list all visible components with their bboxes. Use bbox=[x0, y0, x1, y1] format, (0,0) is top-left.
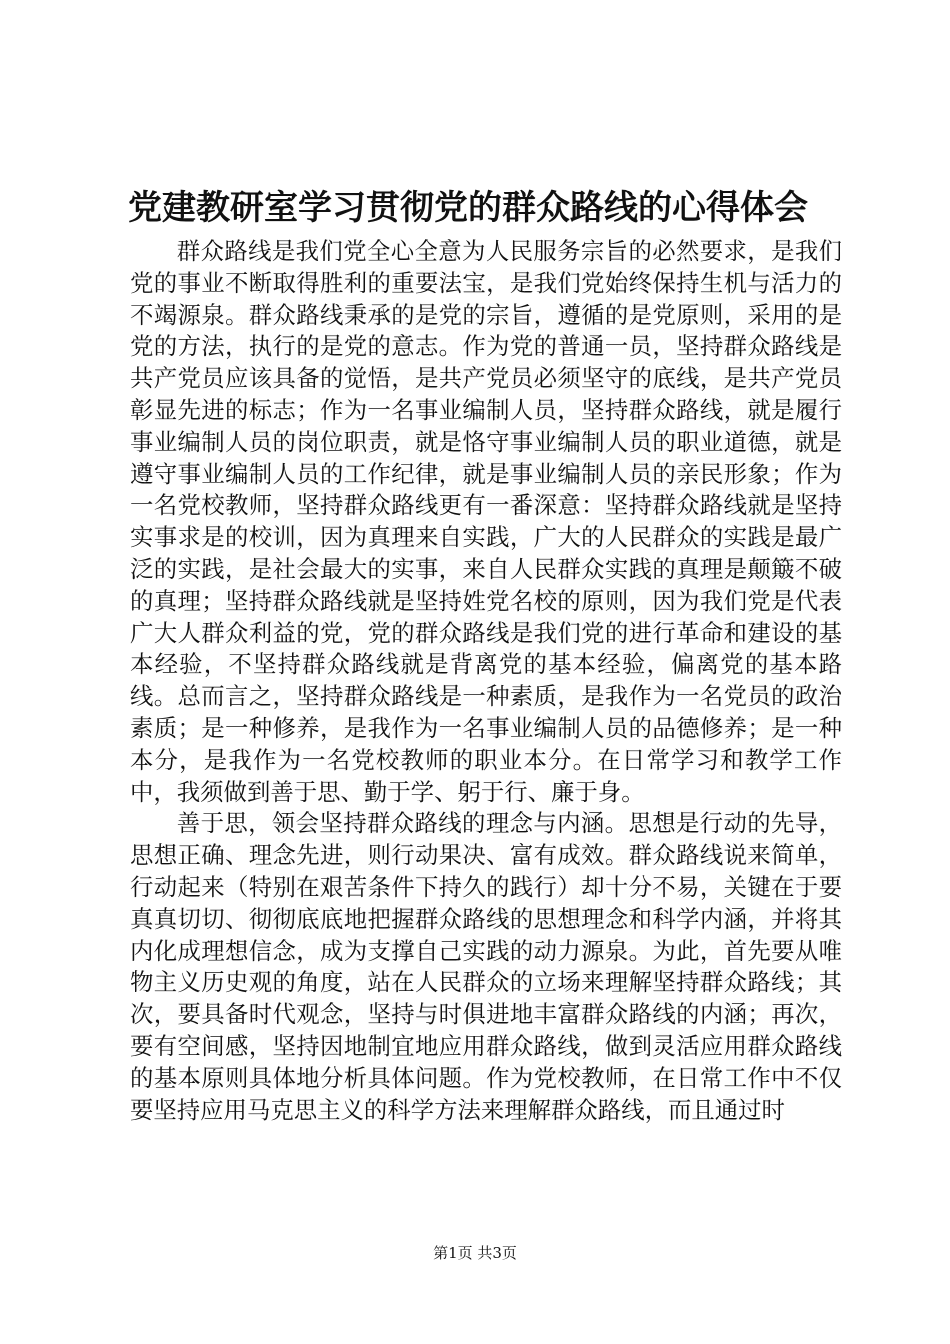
paragraph-1: 群众路线是我们党全心全意为人民服务宗旨的必然要求，是我们党的事业不断取得胜利的重要法宝，是我们党始终保持生机与活力的不竭源泉。群众路线秉承的是党的宗旨，遵循的是党原则，采用的是党的方法，执行的是党的意志。作为党的普通一员，坚持群众路线是共产党员应该具备的觉悟，是共产党员必须坚守的底线，是共产党员彰显先进的标志；作为一名事业编制人员，坚持群众路线，就是履行事业编制人员的岗位职责，就是恪守事业编制人员的职业道德，就是遵守事业编制人员的工作纪律，就是事业编制人员的亲民形象；作为一名党校教师，坚持群众路线更有一番深意：坚持群众路线就是坚持实事求是的校训，因为真理来自实践，广大的人民群众的实践是最广泛的实践，是社会最大的实事，来自人民群众实践的真理是颠簸不破的真理；坚持群众路线就是坚持姓党名校的原则，因为我们党是代表广大人群众利益的党，党的群众路线是我们党的进行革命和建设的基本经验，不坚持群众路线就是背离党的基本经验，偏离党的基本路线。总而言之，坚持群众路线是一种素质，是我作为一名党员的政治素质；是一种修养，是我作为一名事业编制人员的品德修养；是一种本分，是我作为一名党校教师的职业本分。在日常学习和教学工作中，我须做到善于思、勤于学、躬于行、廉于身。 bbox=[130, 237, 842, 806]
document-body bbox=[130, 236, 842, 1126]
page-number-footer: 第1页 共3页 bbox=[433, 1244, 517, 1262]
paragraph-2: 善于思，领会坚持群众路线的理念与内涵。思想是行动的先导，思想正确、理念先进，则行动果决、富有成效。群众路线说来简单，行动起来（特别在艰苦条件下持久的践行）却十分不易，关键在于要真真切切、彻彻底底地把握群众路线的思想理念和科学内涵，并将其内化成理想信念，成为支撑自己实践的动力源泉。为此，首先要从唯物主义历史观的角度，站在人民群众的立场来理解坚持群众路线；其次，要具备时代观念，坚持与时俱进地丰富群众路线的内涵；再次，要有空间感，坚持因地制宜地应用群众路线，做到灵活应用群众路线的基本原则具体地分析具体问题。作为党校教师，在日常工作中不仅要坚持应用马克思主义的科学方法来理解群众路线，而且通过时 bbox=[130, 809, 842, 1124]
document-title: 党建教研室学习贯彻党的群众路线的心得体会 bbox=[128, 188, 808, 228]
